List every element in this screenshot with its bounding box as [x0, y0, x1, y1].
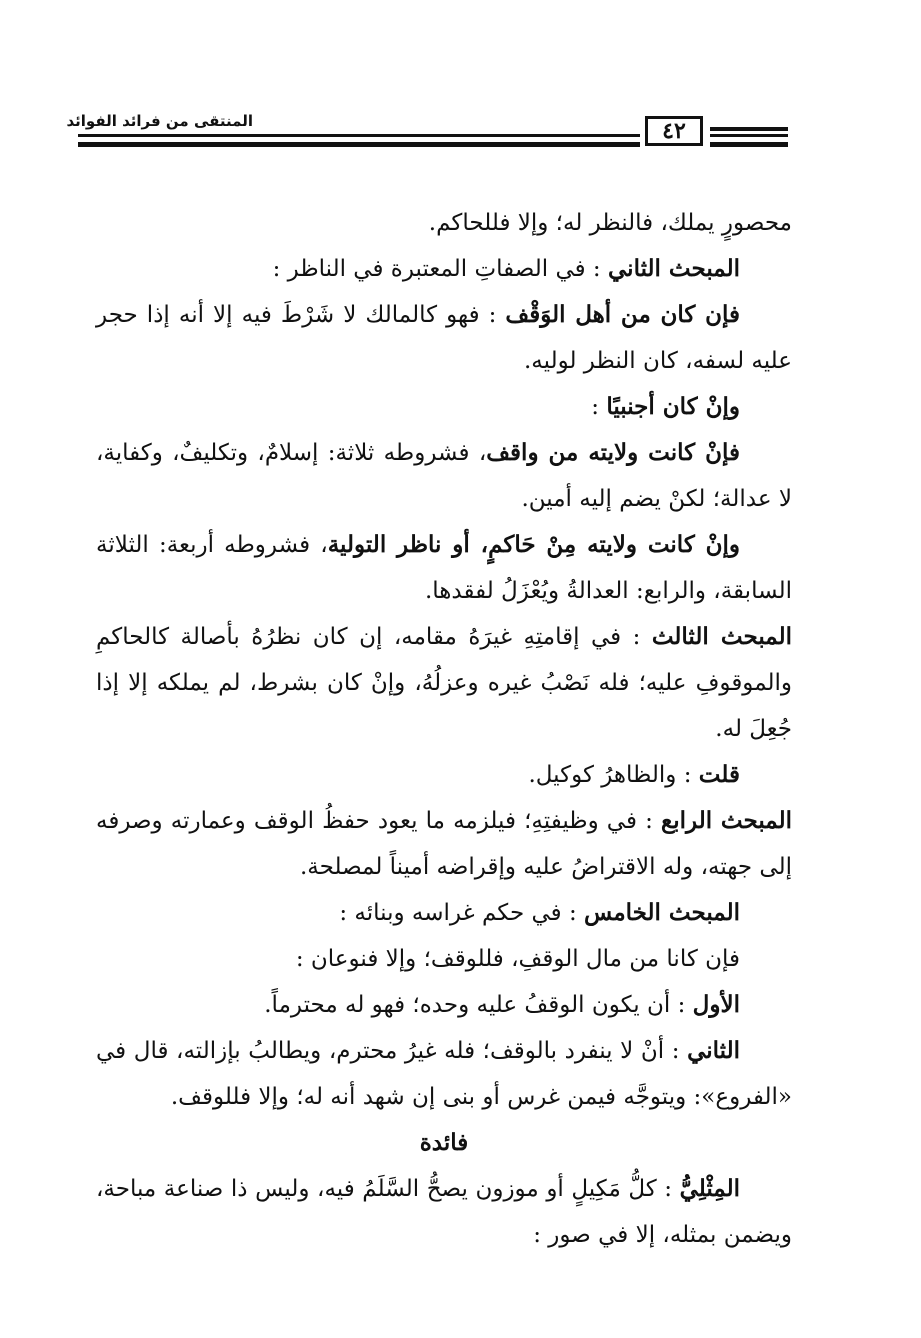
paragraph-text: : أن يكون الوقفُ عليه وحده؛ فهو له محترماً. [264, 992, 693, 1018]
paragraph-lead: فإن كان من أهل الوَقْف [505, 301, 740, 328]
paragraph-5 [96, 430, 792, 522]
paragraph-lead: المبحث الرابع [660, 807, 792, 834]
page-body [96, 200, 792, 1258]
paragraph-3 [96, 292, 792, 384]
paragraph-lead: المبحث الثالث [651, 623, 792, 650]
paragraph-lead: المبحث الثاني [608, 255, 740, 282]
paragraph-lead: قلت [698, 761, 740, 788]
paragraph-13 [96, 1028, 792, 1120]
header-rule-right-2 [710, 134, 788, 137]
paragraph-6 [96, 522, 792, 614]
paragraph-text: : في إقامتِهِ غيرَهُ مقامه، إن كان نظرُهُ بأصالة كالحاكمِ والموقوفِ عليه؛ فله نَصْبُ غيره وعزلُهُ، وإنْ كان بشرط، لم يملكه إلا إذا جُعِلَ له. [96, 624, 792, 742]
header-rule-left-top [78, 134, 640, 137]
paragraph-text: : كلُّ مَكِيلٍ أو موزون يصحُّ السَّلَمُ فيه، وليس ذا صناعة مباحة، ويضمن بمثله، إلا في صور : [96, 1176, 792, 1248]
paragraph-10 [96, 890, 792, 936]
paragraph-text: محصورٍ يملك، فالنظر له؛ وإلا فللحاكم. [428, 210, 792, 236]
paragraph-lead: فإنْ كانت ولايته من واقف [486, 439, 740, 466]
paragraph-text: فإن كانا من مال الوقفِ، فللوقف؛ وإلا فنوعان : [295, 946, 740, 972]
paragraph-1 [96, 200, 792, 246]
paragraph-lead: وإنْ كانت ولايته مِنْ حَاكمٍ، أو ناظر التولية [327, 531, 741, 558]
header-rule-left-bottom [78, 142, 640, 147]
paragraph-text: : أنْ لا ينفرد بالوقف؛ فله غيرُ محترم، ويطالبُ بإزالته، قال في «الفروع»: ويتوجَّه فيمن غرس أو بنى إن شهد أنه له؛ وإلا فللوقف. [96, 1038, 792, 1110]
paragraph-lead: الأول [692, 991, 740, 1018]
paragraph-2 [96, 246, 792, 292]
paragraph-text: : في حكم غراسه وبنائه : [339, 900, 585, 926]
paragraph-lead: الثاني [687, 1037, 740, 1064]
paragraph-7 [96, 614, 792, 752]
page-number: ٤٢ [645, 116, 703, 146]
header-rule-right-3 [710, 142, 788, 147]
paragraph-text: ، فشروطه أربعة: الثلاثة السابقة، والرابع: العدالةُ ويُعْزَلُ لفقدها. [96, 532, 792, 604]
paragraph-9 [96, 798, 792, 890]
paragraph-text: : والظاهرُ كوكيل. [528, 762, 699, 788]
paragraph-12 [96, 982, 792, 1028]
paragraph-4 [96, 384, 792, 430]
paragraph-lead: وإنْ كان أجنبيًا [606, 393, 740, 420]
paragraph-text: : [591, 394, 607, 420]
paragraph-lead: المبحث الخامس [584, 899, 740, 926]
section-heading: فائدة [419, 1129, 469, 1156]
paragraph-8 [96, 752, 792, 798]
paragraph-final [96, 1166, 792, 1258]
paragraph-lead: المِثْلِيُّ [679, 1175, 740, 1202]
header-rule-right-1 [710, 127, 788, 131]
paragraph-text: : في الصفاتِ المعتبرة في الناظر : [272, 256, 608, 282]
paragraph-11 [96, 936, 792, 982]
running-title: المنتقى من فرائد الفوائد [66, 112, 253, 130]
paragraph-text: : في وظيفتِهِ؛ فيلزمه ما يعود حفظُ الوقف وعمارته وصرفه إلى جهته، وله الاقتراضُ عليه وإقراضه أميناً لمصلحة. [96, 808, 792, 880]
page-header [0, 0, 921, 160]
paragraph-text: ، فشروطه ثلاثة: إسلامٌ، وتكليفٌ، وكفاية، لا عدالة؛ لكنْ يضم إليه أمين. [96, 440, 792, 512]
paragraph-text: : فهو كالمالك لا شَرْطَ فيه إلا أنه إذا حجر عليه لسفه، كان النظر لوليه. [96, 302, 792, 374]
